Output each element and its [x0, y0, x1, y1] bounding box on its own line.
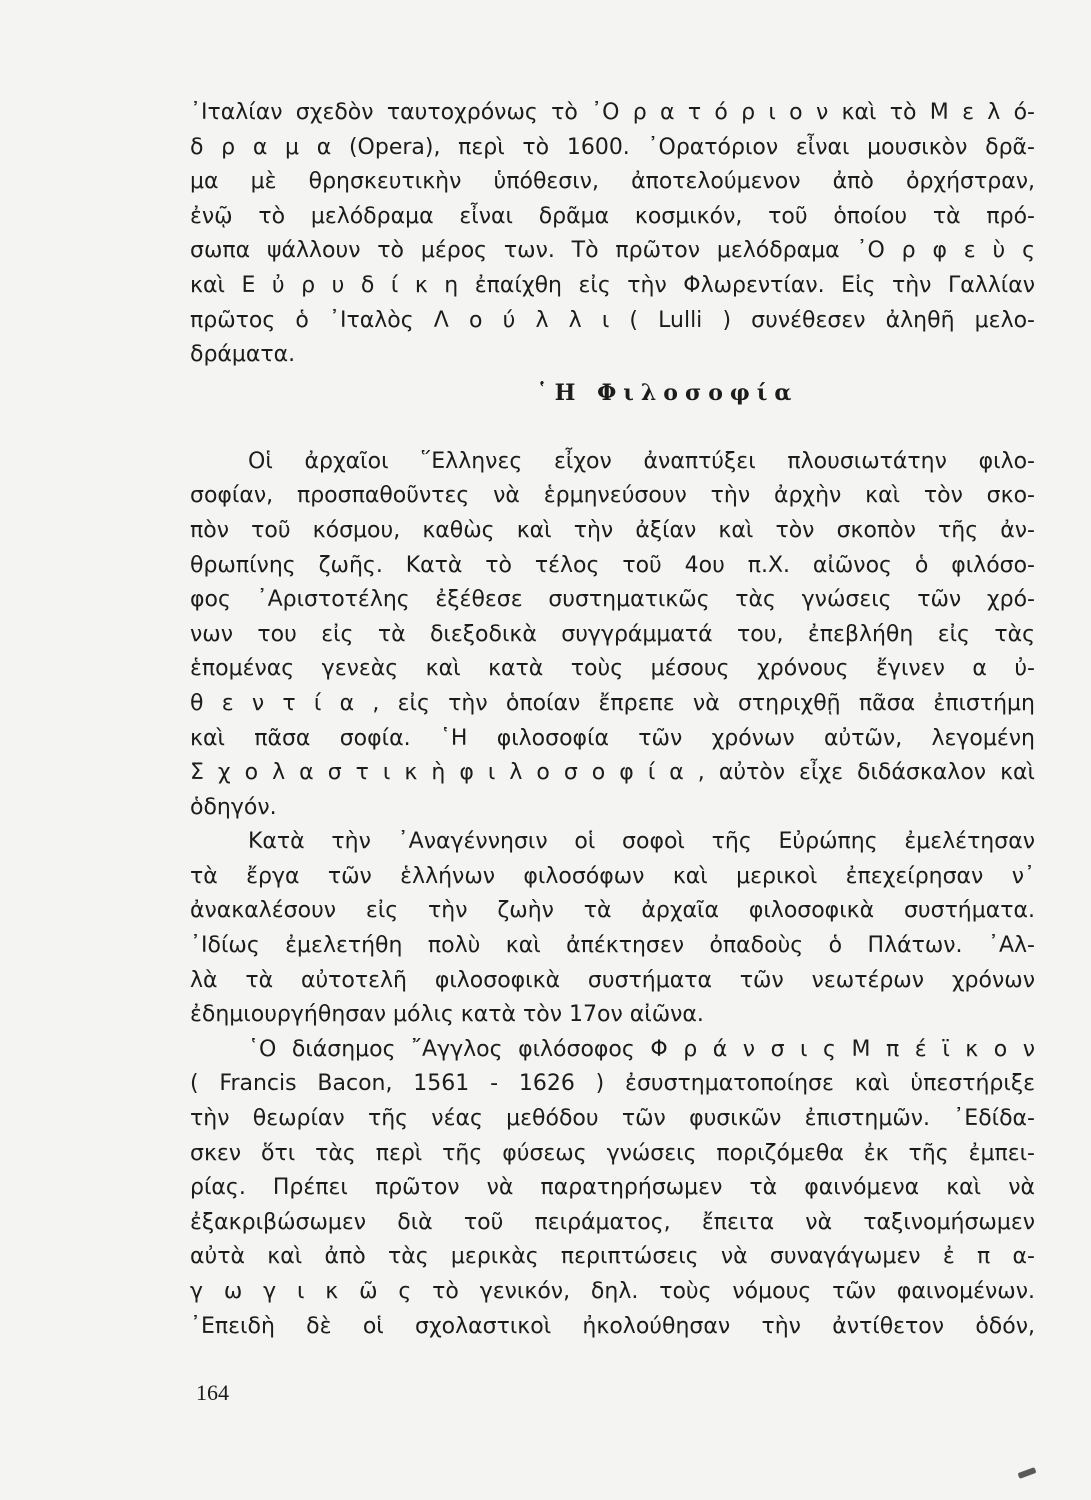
text-line: ᾿Ιταλίαν σχεδὸν ταυτοχρόνως τὸ ᾿Ο ρ α τ ό ρ ι ο ν καὶ τὸ Μ ε λ ό- — [190, 100, 1035, 125]
text-line: Οἱ ἀρχαῖοι ῞Ελληνες εἶχον ἀναπτύξει πλουσιωτάτην φιλο- — [248, 448, 1035, 474]
text-line: σωπα ψάλλουν τὸ μέρος των. Τὸ πρῶτον μελόδραμα ᾿Ο ρ φ ε ὺ ς — [190, 238, 1035, 264]
text-line: ἐδημιουργήθησαν μόλις κατὰ τὸν 17ον αἰῶνα. — [190, 1002, 704, 1028]
text-line: θ ε ν τ ί α , εἰς τὴν ὁποίαν ἔπρεπε νὰ στηριχθῇ πᾶσα ἐπιστήμη — [190, 690, 1035, 716]
text-line: αὐτὰ καὶ ἀπὸ τὰς μερικὰς περιπτώσεις νὰ συναγάγωμεν ἐ π α- — [190, 1244, 1035, 1270]
text-line: θρωπίνης ζωῆς. Κατὰ τὸ τέλος τοῦ 4ου π.Χ. αἰῶνος ὁ φιλόσο- — [190, 552, 1035, 578]
text-line: ἀνακαλέσουν εἰς τὴν ζωὴν τὰ ἀρχαῖα φιλοσοφικὰ συστήματα. — [190, 898, 1035, 924]
text-line: γ ω γ ι κ ῶ ς τὸ γενικόν, δηλ. τοὺς νόμους τῶν φαινομένων. — [190, 1279, 1035, 1304]
text-line: καὶ Ε ὐ ρ υ δ ί κ η ἐπαίχθη εἰς τὴν Φλωρεντίαν. Εἰς τὴν Γαλλίαν — [190, 272, 1035, 298]
text-line: φος ᾿Αριστοτέλης ἐξέθεσε συστηματικῶς τὰς γνώσεις τῶν χρό- — [190, 587, 1035, 613]
paragraph-ancient-philosophy — [190, 445, 1035, 826]
paragraph-renaissance — [190, 825, 1035, 1033]
text-line: δράματα. — [190, 342, 296, 368]
text-line: ᾿Επειδὴ δὲ οἱ σχολαστικοὶ ἠκολούθησαν τὴν ἀντίθετον ὁδόν, — [190, 1313, 1035, 1339]
text-line: πρῶτος ὁ ᾿Ιταλὸς Λ ο ύ λ λ ι ( Lulli ) συνέθεσεν ἀληθῆ μελο- — [190, 307, 1035, 333]
section-gap — [190, 413, 1035, 445]
text-line: Σ χ ο λ α σ τ ι κ ὴ φ ι λ ο σ ο φ ί α , αὐτὸν εἶχε διδάσκαλον καὶ — [190, 760, 1035, 786]
text-line: καὶ πᾶσα σοφία. ῾Η φιλοσοφία τῶν χρόνων αὐτῶν, λεγομένη — [190, 725, 1035, 751]
text-line: μα μὲ θρησκευτικὴν ὑπόθεσιν, ἀποτελούμενον ἀπὸ ὀρχήστραν, — [190, 169, 1035, 195]
text-line: νων του εἰς τὰ διεξοδικὰ συγγράμματά του, ἐπεβλήθη εἰς τὰς — [190, 621, 1035, 647]
page-number: 164 — [196, 1380, 229, 1405]
page-body — [190, 96, 1035, 1344]
text-line: ρίας. Πρέπει πρῶτον νὰ παρατηρήσωμεν τὰ φαινόμενα καὶ νὰ — [190, 1175, 1035, 1201]
text-line: τὰ ἔργα τῶν ἑλλήνων φιλοσόφων καὶ μερικοὶ ἐπεχείρησαν ν᾿ — [190, 863, 1035, 889]
text-line: πὸν τοῦ κόσμου, καθὼς καὶ τὴν ἀξίαν καὶ τὸν σκοπὸν τῆς ἀν- — [190, 517, 1035, 543]
text-line: ὁδηγόν. — [190, 794, 277, 820]
paragraph-opera — [190, 96, 1035, 373]
paragraph-bacon — [190, 1033, 1035, 1344]
text-line: σοφίαν, προσπαθοῦντες νὰ ἑρμηνεύσουν τὴν ἀρχὴν καὶ τὸν σκο- — [190, 483, 1035, 509]
text-line: δ ρ α μ α (Opera), περὶ τὸ 1600. ᾿Ορατόριον εἶναι μουσικὸν δρᾶ- — [190, 134, 1035, 160]
text-line: σκεν ὅτι τὰς περὶ τῆς φύσεως γνώσεις ποριζόμεθα ἐκ τῆς ἐμπει- — [190, 1140, 1035, 1166]
text-line: ῾Ο διάσημος ῎Αγγλος φιλόσοφος Φ ρ ά ν σ ι ς Μ π έ ϊ κ ο ν — [248, 1036, 1035, 1062]
scan-speck — [1018, 1467, 1037, 1479]
text-line: ᾿Ιδίως ἐμελετήθη πολὺ καὶ ἀπέκτησεν ὀπαδοὺς ὁ Πλάτων. ᾿Αλ- — [190, 933, 1035, 959]
section-heading: ῾Η Φιλοσοφία — [536, 379, 799, 406]
text-line: ( Francis Bacon, 1561 - 1626 ) ἐσυστηματοποίησε καὶ ὑπεστήριξε — [190, 1071, 1035, 1097]
text-line: τὴν θεωρίαν τῆς νέας μεθόδου τῶν φυσικῶν ἐπιστημῶν. ᾿Εδίδα- — [190, 1106, 1035, 1132]
text-line: λὰ τὰ αὐτοτελῆ φιλοσοφικὰ συστήματα τῶν νεωτέρων χρόνων — [190, 967, 1035, 993]
text-line: ἑπομένας γενεὰς καὶ κατὰ τοὺς μέσους χρόνους ἔγινεν α ὐ- — [190, 656, 1035, 682]
text-line: ἐνῷ τὸ μελόδραμα εἶναι δρᾶμα κοσμικόν, τοῦ ὁποίου τὰ πρό- — [190, 203, 1035, 229]
text-line: Κατὰ τὴν ᾿Αναγέννησιν οἱ σοφοὶ τῆς Εὐρώπης ἐμελέτησαν — [248, 829, 1035, 855]
text-line: ἐξακριβώσωμεν διὰ τοῦ πειράματος, ἔπειτα νὰ ταξινομήσωμεν — [190, 1209, 1035, 1235]
